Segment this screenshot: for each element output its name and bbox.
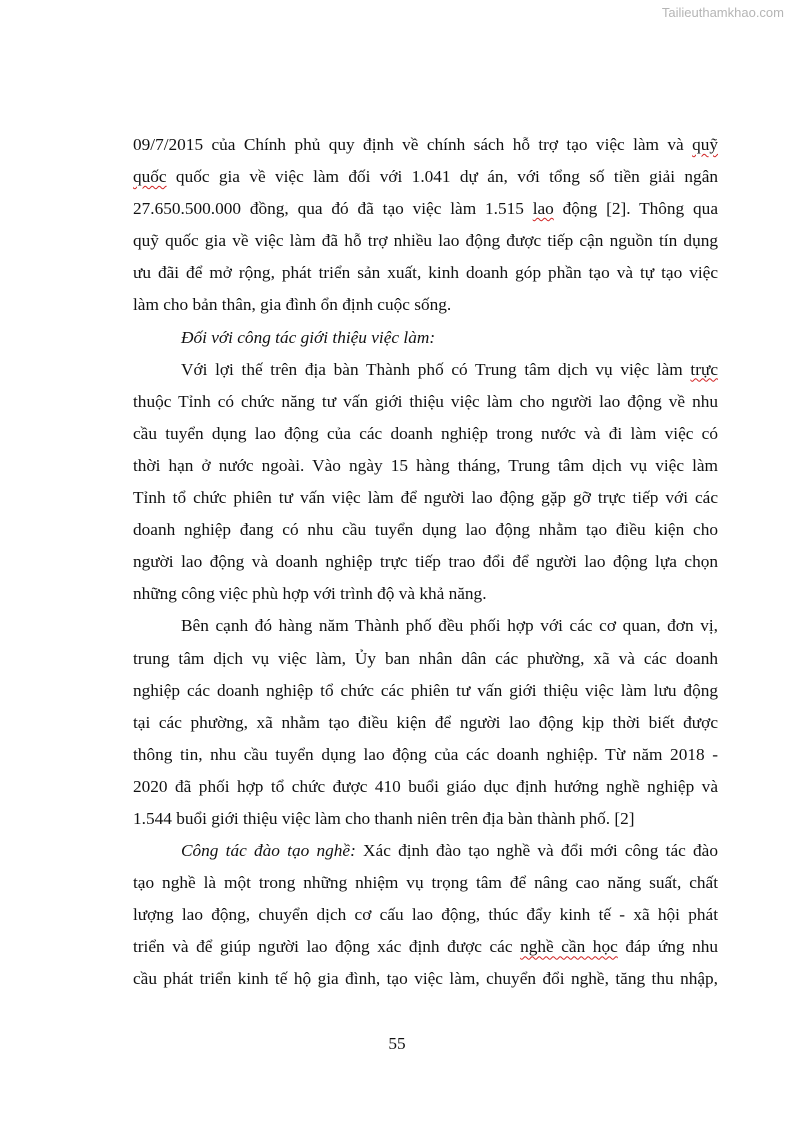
text-line (133, 963, 718, 995)
spellcheck-word: quỹ (692, 135, 718, 154)
line-content (133, 392, 718, 411)
text-segment: 2020 đã phối hợp tổ chức được 410 buổi giáo dục định hướng nghề nghiệp và (133, 776, 718, 796)
line-content (181, 328, 435, 347)
text-line (133, 514, 718, 546)
text-segment: 1.544 buổi giới thiệu việc làm cho thanh niên trên địa bàn thành phố. [2] (133, 808, 635, 828)
text-segment: người lao động và doanh nghiệp trực tiếp trao đổi để người lao động lựa chọn (133, 552, 718, 572)
page-number: 55 (388, 1034, 406, 1053)
text-line (133, 225, 718, 257)
watermark: Tailieuthamkhao.com (661, 5, 784, 20)
text-line (133, 739, 718, 771)
spellcheck-word: nghề cần học (520, 937, 618, 957)
line-content (133, 231, 718, 250)
line-content (133, 937, 718, 956)
text-line (133, 193, 718, 225)
line-content (133, 263, 718, 282)
line-content (133, 809, 635, 828)
text-line (133, 578, 718, 610)
text-segment: động [2]. Thông qua (553, 199, 718, 219)
text-segment: làm cho bản thân, gia đình ổn định cuộc sống. (133, 295, 452, 315)
text-segment: tạo nghề là một trong những nhiệm vụ trọng tâm để nâng cao năng suất, chất (133, 873, 718, 893)
line-content (133, 199, 718, 218)
line-content (181, 841, 718, 860)
line-content (133, 969, 718, 988)
line-content (133, 424, 718, 443)
line-content (133, 649, 718, 668)
text-line (133, 354, 718, 386)
text-line (133, 161, 718, 193)
text-line (133, 707, 718, 739)
spellcheck-word: trực (690, 359, 718, 379)
line-content (133, 681, 718, 700)
text-line (133, 771, 718, 803)
text-line (133, 610, 718, 642)
text-segment: triển và để giúp người lao động xác định được các (133, 937, 521, 957)
text-line (133, 675, 718, 707)
text-segment: doanh nghiệp đang có nhu cầu tuyển dụng lao động nhằm tạo điều kiện cho (133, 520, 718, 540)
text-segment: Xác định đào tạo nghề và đổi mới công tác đào (355, 841, 718, 861)
text-line (133, 450, 718, 482)
text-segment: cầu tuyển dụng lao động của các doanh nghiệp trong nước và đi làm việc có (133, 423, 718, 443)
text-line (133, 931, 718, 963)
text-line (133, 835, 718, 867)
line-content (133, 873, 718, 892)
line-content (181, 616, 718, 635)
spellcheck-word: lao (532, 199, 554, 219)
text-line (133, 257, 718, 289)
line-content (133, 456, 718, 475)
text-segment: ưu đãi để mở rộng, phát triển sản xuất, kinh doanh góp phần tạo và tự tạo việc (133, 263, 718, 283)
line-content (133, 905, 718, 924)
line-content (133, 552, 718, 571)
text-line (133, 546, 718, 578)
line-content (133, 777, 718, 796)
text-segment: thời hạn ở nước ngoài. Vào ngày 15 hàng tháng, Trung tâm dịch vụ việc làm (133, 455, 718, 475)
text-segment: Bên cạnh đó hàng năm Thành phố đều phối hợp với các cơ quan, đơn vị, (181, 616, 718, 636)
line-content (133, 488, 718, 507)
text-segment: 27.650.500.000 đồng, qua đó đã tạo việc làm 1.515 (133, 199, 533, 219)
text-segment: trung tâm dịch vụ việc làm, Ủy ban nhân dân các phường, xã và các doanh (133, 648, 718, 668)
text-segment: quốc gia về việc làm đối với 1.041 dự án, với tổng số tiền giải ngân (166, 167, 718, 187)
text-line (133, 867, 718, 899)
text-line (133, 803, 718, 835)
line-content (133, 295, 451, 314)
line-content (133, 745, 718, 764)
line-content (133, 135, 718, 154)
spellcheck-word: quốc (133, 167, 167, 187)
text-line (133, 643, 718, 675)
text-segment: cầu phát triển kinh tế hộ gia đình, tạo việc làm, chuyển đổi nghề, tăng thu nhập, (133, 969, 718, 989)
line-content (181, 360, 718, 379)
italic-heading: Công tác đào tạo nghề: (181, 841, 356, 861)
text-segment: thông tin, nhu cầu tuyển dụng lao động của các doanh nghiệp. Từ năm 2018 - (133, 744, 718, 764)
text-line (133, 482, 718, 514)
line-content (133, 713, 718, 732)
text-line (133, 289, 718, 321)
text-segment: quỹ quốc gia về việc làm đã hỗ trợ nhiều lao động được tiếp cận nguồn tín dụng (133, 231, 718, 251)
text-segment: đáp ứng nhu (617, 937, 718, 957)
text-line (133, 322, 718, 354)
text-segment: nghiệp các doanh nghiệp tổ chức các phiên tư vấn giới thiệu việc làm lưu động (133, 680, 718, 700)
text-line (133, 418, 718, 450)
line-content (133, 520, 718, 539)
text-segment: 09/7/2015 của Chính phủ quy định về chính sách hỗ trợ tạo việc làm và (133, 135, 693, 154)
text-segment: thuộc Tỉnh có chức năng tư vấn giới thiệu việc làm cho người lao động về nhu (133, 391, 718, 411)
document-body (133, 129, 718, 996)
text-segment: Tỉnh tổ chức phiên tư vấn việc làm để người lao động gặp gỡ trực tiếp với các (133, 488, 718, 508)
text-segment: lượng lao động, chuyển dịch cơ cấu lao động, thúc đẩy kinh tế - xã hội phát (133, 905, 718, 925)
line-content (133, 167, 718, 186)
text-segment: tại các phường, xã nhằm tạo điều kiện để người lao động kịp thời biết được (133, 712, 718, 732)
text-segment: những công việc phù hợp với trình độ và khả năng. (133, 584, 487, 604)
text-line (133, 386, 718, 418)
line-content (133, 584, 487, 603)
text-segment: Với lợi thế trên địa bàn Thành phố có Trung tâm dịch vụ việc làm (181, 359, 691, 379)
text-line (133, 129, 718, 161)
text-line (133, 899, 718, 931)
italic-heading: Đối với công tác giới thiệu việc làm: (181, 327, 436, 347)
